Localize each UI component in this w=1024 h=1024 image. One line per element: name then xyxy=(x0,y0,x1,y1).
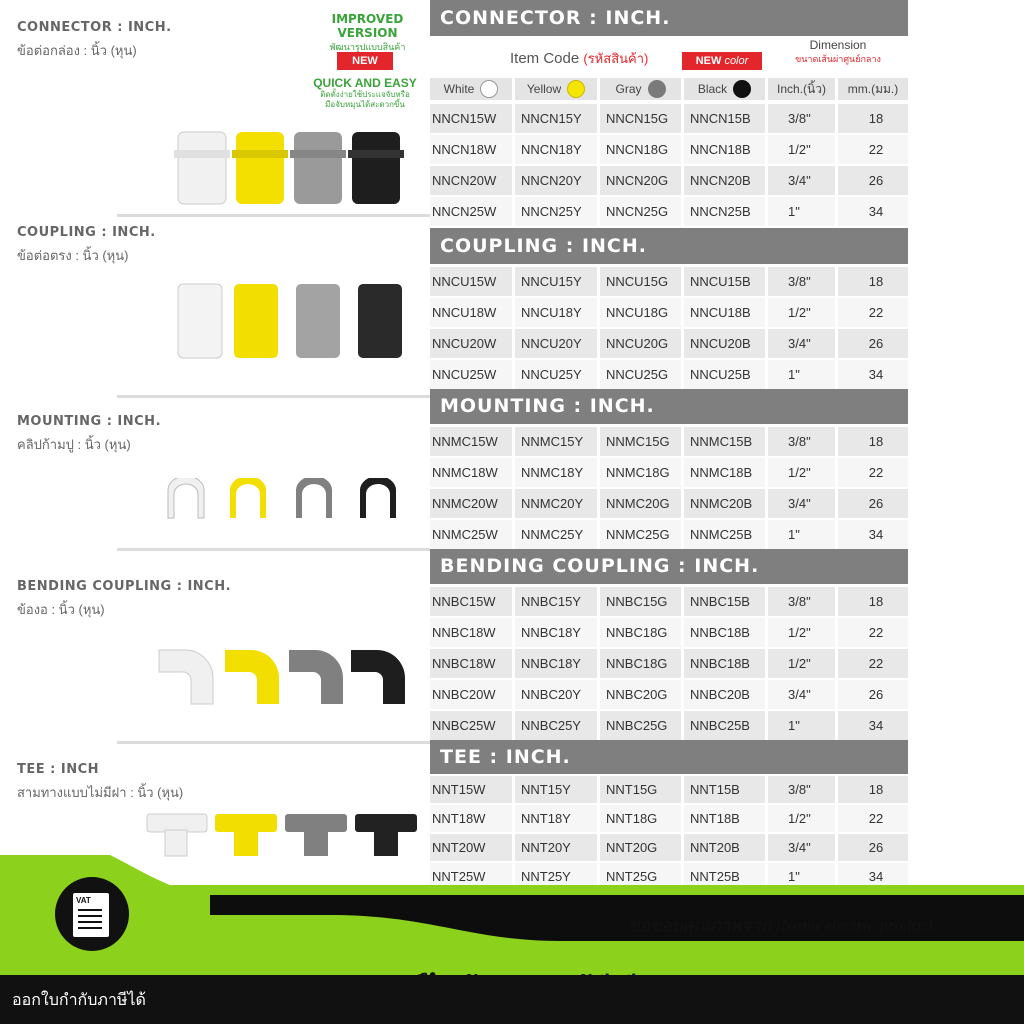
doc-line xyxy=(78,927,102,929)
item-code-cell: NNCN20B xyxy=(684,166,768,195)
inch-cell: 3/4" xyxy=(768,166,838,195)
category-subtitle: ข้องอ : นิ้ว (หุน) xyxy=(17,602,105,617)
coupling-products-image xyxy=(170,280,410,360)
image-credit: ขอขอบคุณภาพจาก :Nano electric product xyxy=(628,916,934,935)
inch-cell: 1" xyxy=(768,360,838,389)
item-code-cell: NNT25Y xyxy=(515,863,600,890)
inch-cell: 3/4" xyxy=(768,834,838,861)
table-row xyxy=(430,135,908,164)
item-code-cell: NNBC20Y xyxy=(515,680,600,709)
mm-cell: 26 xyxy=(838,834,908,861)
item-code-cell: NNBC15G xyxy=(600,587,684,616)
item-code-cell: NNMC18W xyxy=(430,458,515,487)
doc-line xyxy=(78,915,102,917)
mm-cell: 34 xyxy=(838,863,908,890)
mounting-products-image xyxy=(160,478,410,528)
inch-cell: 1/2" xyxy=(768,649,838,678)
quick-sub-2: มือจับหมุนได้สะดวกขึ้น xyxy=(325,100,405,109)
item-code-cell: NNT15B xyxy=(684,776,768,803)
quick-easy-callout xyxy=(305,76,425,110)
item-code-cell: NNMC25Y xyxy=(515,520,600,549)
item-code-cell: NNCN15Y xyxy=(515,104,600,133)
col-header-mm: mm.(มม.) xyxy=(838,78,908,100)
item-code-cell: NNMC20Y xyxy=(515,489,600,518)
item-code-cell: NNMC25G xyxy=(600,520,684,549)
coupling-yellow-icon xyxy=(234,284,278,358)
item-code-cell: NNMC18G xyxy=(600,458,684,487)
table-row xyxy=(430,298,908,327)
mm-cell: 18 xyxy=(838,776,908,803)
mm-cell: 26 xyxy=(838,489,908,518)
item-code-cell: NNCN20G xyxy=(600,166,684,195)
item-code-cell: NNCN18Y xyxy=(515,135,600,164)
inch-cell: 1" xyxy=(768,197,838,226)
improved-title: IMPROVED VERSION xyxy=(331,12,404,40)
item-code-cell: NNMC15G xyxy=(600,427,684,456)
inch-cell: 1/2" xyxy=(768,298,838,327)
category-subtitle: สามทางแบบไม่มีฝา : นิ้ว (หุน) xyxy=(17,785,184,800)
item-code-cell: NNT25W xyxy=(430,863,515,890)
yellow-swatch-icon xyxy=(567,80,585,98)
table-row xyxy=(430,197,908,226)
tee-products-image xyxy=(145,810,420,860)
item-code-cell: NNCU15G xyxy=(600,267,684,296)
item-code-cell: NNCU18W xyxy=(430,298,515,327)
table-row xyxy=(430,618,908,647)
item-code-cell: NNBC18G xyxy=(600,618,684,647)
item-code-cell: NNT15G xyxy=(600,776,684,803)
item-code-cell: NNT18Y xyxy=(515,805,600,832)
item-code-cell: NNCN20W xyxy=(430,166,515,195)
mm-cell: 18 xyxy=(838,267,908,296)
item-code-cell: NNCU20B xyxy=(684,329,768,358)
table-row xyxy=(430,805,908,832)
mm-cell: 34 xyxy=(838,197,908,226)
item-code-cell: NNCU18G xyxy=(600,298,684,327)
connector-products-image xyxy=(170,120,430,210)
inch-cell: 1/2" xyxy=(768,618,838,647)
item-code-cell: NNMC15Y xyxy=(515,427,600,456)
bend-gray-icon xyxy=(289,650,343,704)
item-code-label: Item Code xyxy=(510,50,580,67)
coupling-gray-icon xyxy=(296,284,340,358)
mounting-gray-icon xyxy=(296,478,332,518)
color-label: Black xyxy=(697,82,728,96)
table-row xyxy=(430,458,908,487)
item-code-cell: NNBC18G xyxy=(600,649,684,678)
item-code-cell: NNCN20Y xyxy=(515,166,600,195)
inch-cell: 3/8" xyxy=(768,104,838,133)
table-row xyxy=(430,587,908,616)
item-code-cell: NNCU18Y xyxy=(515,298,600,327)
item-code-cell: NNCN18B xyxy=(684,135,768,164)
item-code-cell: NNBC25Y xyxy=(515,711,600,740)
bend-yellow-icon xyxy=(225,650,279,704)
table-row xyxy=(430,166,908,195)
item-code-cell: NNT18B xyxy=(684,805,768,832)
item-code-cell: NNCN18G xyxy=(600,135,684,164)
inch-cell: 3/4" xyxy=(768,489,838,518)
new-color-badge xyxy=(682,52,762,70)
category-title: CONNECTOR : INCH. xyxy=(17,20,172,35)
tee-black-icon xyxy=(355,814,417,856)
col-header-gray xyxy=(600,78,681,100)
item-code-cell: NNCU25Y xyxy=(515,360,600,389)
table-row xyxy=(430,711,908,740)
item-code-cell: NNT20G xyxy=(600,834,684,861)
vat-label: VAT xyxy=(76,896,91,905)
item-code-cell: NNBC25G xyxy=(600,711,684,740)
mm-cell: 26 xyxy=(838,680,908,709)
mm-cell: 34 xyxy=(838,360,908,389)
table-row xyxy=(430,427,908,456)
item-code-cell: NNBC15W xyxy=(430,587,515,616)
mm-cell: 22 xyxy=(838,805,908,832)
inch-cell: 1" xyxy=(768,711,838,740)
connector-black-icon xyxy=(348,132,404,204)
col-header-black xyxy=(684,78,765,100)
col-header-inch: Inch.(นิ้ว) xyxy=(768,78,835,100)
mm-cell: 26 xyxy=(838,329,908,358)
inch-cell: 1" xyxy=(768,520,838,549)
mm-cell: 22 xyxy=(838,618,908,647)
doc-line xyxy=(78,909,102,911)
inch-cell: 3/4" xyxy=(768,680,838,709)
inch-cell: 1/2" xyxy=(768,458,838,487)
mm-cell: 34 xyxy=(838,711,908,740)
section-band-mounting: MOUNTING : INCH. xyxy=(430,388,908,424)
item-code-cell: NNBC18W xyxy=(430,618,515,647)
item-code-cell: NNCN18W xyxy=(430,135,515,164)
item-code-cell: NNT25B xyxy=(684,863,768,890)
section-band-coupling: COUPLING : INCH. xyxy=(430,228,908,264)
table-row xyxy=(430,267,908,296)
item-code-cell: NNT20Y xyxy=(515,834,600,861)
inch-cell: 3/8" xyxy=(768,427,838,456)
inch-cell: 3/8" xyxy=(768,267,838,296)
inch-cell: 1" xyxy=(768,863,838,890)
item-code-heading xyxy=(510,48,648,69)
item-code-cell: NNCU15Y xyxy=(515,267,600,296)
item-code-cell: NNCU18B xyxy=(684,298,768,327)
category-title: MOUNTING : INCH. xyxy=(17,414,162,429)
color-label: White xyxy=(443,82,475,96)
item-code-cell: NNCU20Y xyxy=(515,329,600,358)
item-code-cell: NNCU20W xyxy=(430,329,515,358)
inch-cell: 3/8" xyxy=(768,776,838,803)
quick-sub-1: ติดตั้งง่ายใช้ประแจจับหรือ xyxy=(320,90,410,99)
item-code-cell: NNBC18Y xyxy=(515,618,600,647)
item-code-th: (รหัสสินค้า) xyxy=(583,51,649,66)
black-swatch-icon xyxy=(733,80,751,98)
quick-title: QUICK AND EASY xyxy=(313,76,417,90)
item-code-cell: NNT25G xyxy=(600,863,684,890)
item-code-cell: NNBC20B xyxy=(684,680,768,709)
item-code-cell: NNBC25B xyxy=(684,711,768,740)
coupling-white-icon xyxy=(178,284,222,358)
table-row xyxy=(430,776,908,803)
inch-cell: 1/2" xyxy=(768,135,838,164)
item-code-cell: NNCN25Y xyxy=(515,197,600,226)
item-code-cell: NNCU20G xyxy=(600,329,684,358)
item-code-cell: NNMC18B xyxy=(684,458,768,487)
item-code-cell: NNMC15W xyxy=(430,427,515,456)
new-color-word-2: color xyxy=(724,55,749,67)
coupling-black-icon xyxy=(358,284,402,358)
connector-yellow-icon xyxy=(232,132,288,204)
item-code-cell: NNMC15B xyxy=(684,427,768,456)
tee-yellow-icon xyxy=(215,814,277,856)
item-code-cell: NNCU25W xyxy=(430,360,515,389)
item-code-cell: NNT20B xyxy=(684,834,768,861)
vat-document-icon xyxy=(73,893,109,937)
category-title: TEE : INCH xyxy=(17,762,100,777)
new-badge: NEW xyxy=(337,52,393,70)
item-code-cell: NNCU25B xyxy=(684,360,768,389)
bend-white-icon xyxy=(159,650,213,704)
item-code-cell: NNT18W xyxy=(430,805,515,832)
inch-cell: 3/4" xyxy=(768,329,838,358)
table-row xyxy=(430,329,908,358)
item-code-cell: NNCN15G xyxy=(600,104,684,133)
item-code-cell: NNBC18B xyxy=(684,618,768,647)
item-code-cell: NNT15Y xyxy=(515,776,600,803)
connector-gray-icon xyxy=(290,132,346,204)
col-header-white xyxy=(430,78,512,100)
mounting-black-icon xyxy=(360,478,396,518)
category-subtitle: คลิปก้ามปู : นิ้ว (หุน) xyxy=(17,437,131,452)
improved-version-callout xyxy=(310,12,425,54)
white-swatch-icon xyxy=(480,80,498,98)
table-row xyxy=(430,680,908,709)
category-title: COUPLING : INCH. xyxy=(17,225,156,240)
inch-cell: 3/8" xyxy=(768,587,838,616)
table-row xyxy=(430,520,908,549)
color-label: Gray xyxy=(615,82,642,96)
mm-cell: 22 xyxy=(838,458,908,487)
tee-white-icon xyxy=(147,814,207,856)
item-code-cell: NNBC15B xyxy=(684,587,768,616)
mounting-white-icon xyxy=(168,478,204,518)
item-code-cell: NNT18G xyxy=(600,805,684,832)
item-code-cell: NNBC18Y xyxy=(515,649,600,678)
item-code-cell: NNT15W xyxy=(430,776,515,803)
item-code-cell: NNCU25G xyxy=(600,360,684,389)
table-row xyxy=(430,360,908,389)
item-code-cell: NNMC20B xyxy=(684,489,768,518)
mm-cell: 22 xyxy=(838,649,908,678)
item-code-cell: NNBC18B xyxy=(684,649,768,678)
inch-cell: 1/2" xyxy=(768,805,838,832)
item-code-cell: NNCU15B xyxy=(684,267,768,296)
item-code-cell: NNCU15W xyxy=(430,267,515,296)
category-subtitle: ข้อต่อกล่อง : นิ้ว (หุน) xyxy=(17,43,137,58)
table-row xyxy=(430,104,908,133)
item-code-cell: NNBC25W xyxy=(430,711,515,740)
connector-white-icon xyxy=(174,132,230,204)
item-code-cell: NNMC25B xyxy=(684,520,768,549)
color-label: Yellow xyxy=(526,82,562,96)
dimension-heading xyxy=(768,38,908,66)
mm-cell: 22 xyxy=(838,135,908,164)
bending-coupling-products-image xyxy=(155,632,415,712)
item-code-cell: NNCN15W xyxy=(430,104,515,133)
mm-cell: 22 xyxy=(838,298,908,327)
section-band-bending-coupling: BENDING COUPLING : INCH. xyxy=(430,548,908,584)
col-header-yellow xyxy=(515,78,597,100)
dimension-th: ขนาดเส้นผ่าศูนย์กลาง xyxy=(795,54,881,64)
tee-gray-icon xyxy=(285,814,347,856)
improved-subtitle: พัฒนารูปแบบสินค้า xyxy=(329,42,406,52)
dimension-label: Dimension xyxy=(809,38,867,52)
item-code-cell: NNCN25B xyxy=(684,197,768,226)
item-code-cell: NNBC20G xyxy=(600,680,684,709)
item-code-cell: NNMC20W xyxy=(430,489,515,518)
bend-black-icon xyxy=(351,650,405,704)
doc-line xyxy=(78,921,102,923)
section-band-connector: CONNECTOR : INCH. xyxy=(430,0,908,36)
item-code-cell: NNCN25G xyxy=(600,197,684,226)
tax-invoice-note: ออกใบกำกับภาษีได้ xyxy=(12,992,146,1009)
category-title: BENDING COUPLING : INCH. xyxy=(17,579,232,594)
table-header xyxy=(430,36,908,102)
slogan: อุปกรณ์ไฟฟ้า ของแท้ดี มีคุณภาพ xyxy=(332,973,737,1003)
item-code-cell: NNCN25W xyxy=(430,197,515,226)
item-code-cell: NNBC15Y xyxy=(515,587,600,616)
table-row xyxy=(430,649,908,678)
mm-cell: 18 xyxy=(838,104,908,133)
section-band-tee: TEE : INCH. xyxy=(430,740,908,774)
item-code-cell: NNCN15B xyxy=(684,104,768,133)
item-code-cell: NNBC20W xyxy=(430,680,515,709)
new-color-word-1: NEW xyxy=(695,55,722,67)
item-code-cell: NNT20W xyxy=(430,834,515,861)
mounting-yellow-icon xyxy=(230,478,266,518)
item-code-cell: NNBC18W xyxy=(430,649,515,678)
item-code-cell: NNMC18Y xyxy=(515,458,600,487)
mm-cell: 34 xyxy=(838,520,908,549)
mm-cell: 26 xyxy=(838,166,908,195)
category-subtitle: ข้อต่อตรง : นิ้ว (หุน) xyxy=(17,248,129,263)
gray-swatch-icon xyxy=(648,80,666,98)
item-code-cell: NNMC20G xyxy=(600,489,684,518)
item-code-cell: NNMC25W xyxy=(430,520,515,549)
mm-cell: 18 xyxy=(838,427,908,456)
mm-cell: 18 xyxy=(838,587,908,616)
table-row xyxy=(430,489,908,518)
